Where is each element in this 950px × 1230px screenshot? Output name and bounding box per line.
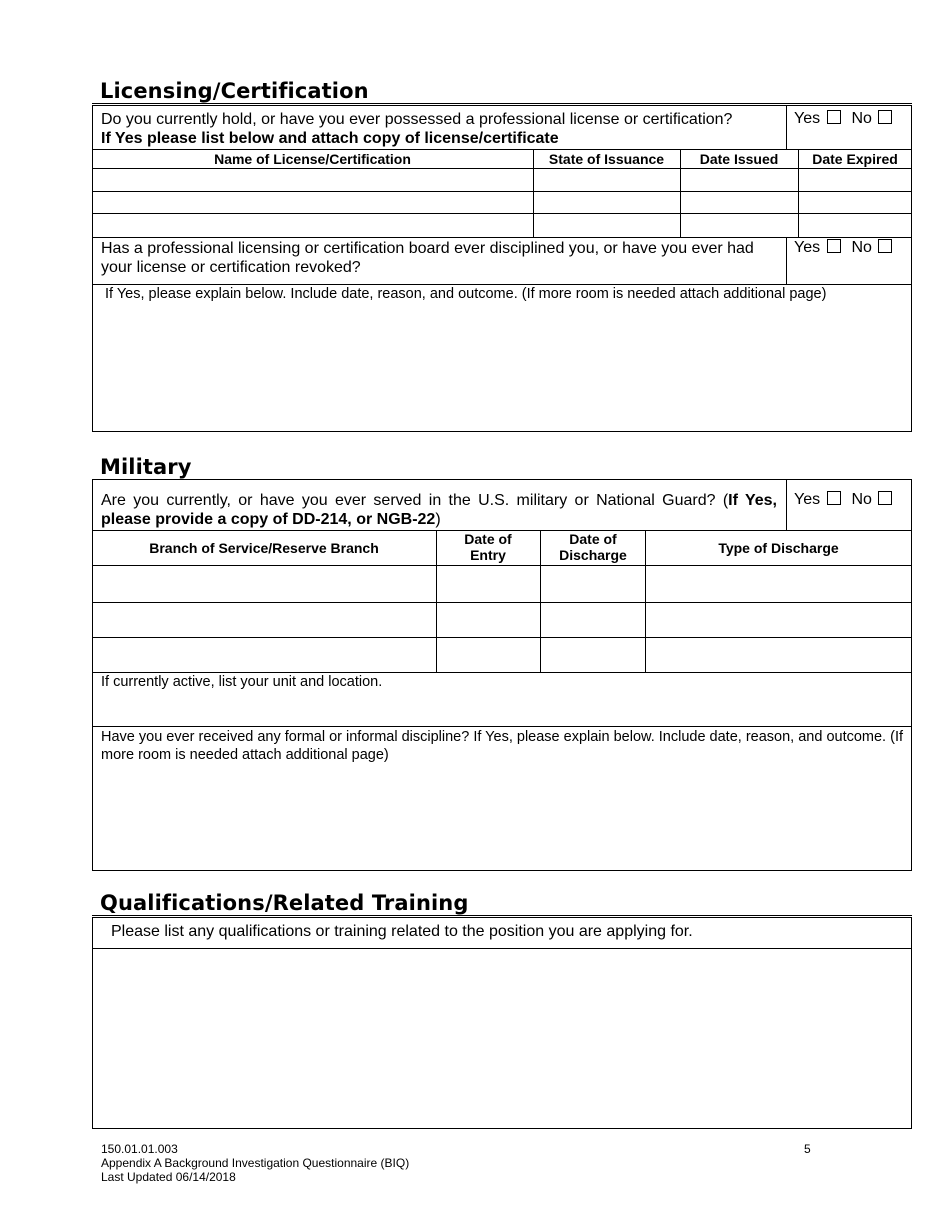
branch-field[interactable] [93,638,436,672]
license-name-field[interactable] [93,192,533,213]
licensing-discipline-question: Has a professional licensing or certification board ever disciplined you, or have you ever had your license or certification revoked? [101,240,754,276]
no-label: No [851,491,872,508]
licensing-question-note: If Yes please list below and attach copy of license/certificate [101,130,559,147]
footer-doc-number: 150.01.01.003 [101,1142,178,1156]
col-state-issuance: State of Issuance [548,151,665,167]
military-yes-no [794,491,894,509]
qualifications-prompt: Please list any qualifications or training related to the position you are applying for. [111,923,693,940]
licensing-yes-no [794,110,894,128]
yes-checkbox[interactable] [827,491,841,505]
branch-field[interactable] [93,603,436,637]
footer-doc-title: Appendix A Background Investigation Questionnaire (BIQ) [101,1156,410,1170]
military-question-end: ) [435,511,441,528]
page-number: 5 [804,1142,811,1156]
military-heading: Military [100,455,192,479]
footer-updated: Last Updated 06/14/2018 [101,1170,236,1184]
license-name-field[interactable] [93,214,533,237]
discipline-yes-no [794,239,894,257]
yes-checkbox[interactable] [827,239,841,253]
no-checkbox[interactable] [878,110,892,124]
col-date-expired: Date Expired [812,151,898,167]
qualifications-heading: Qualifications/Related Training [100,891,469,915]
no-label: No [851,239,872,256]
col-branch: Branch of Service/Reserve Branch [149,540,379,556]
yes-label: Yes [794,239,821,256]
no-checkbox[interactable] [878,491,892,505]
military-discipline-prompt: Have you ever received any formal or informal discipline? If Yes, please explain below. Include date, reason, and outcome. (If more room is needed attach additional page) [101,729,903,763]
licensing-explanation-box[interactable] [92,284,912,432]
no-checkbox[interactable] [878,239,892,253]
yes-label: Yes [794,491,821,508]
no-label: No [851,110,872,127]
license-name-field[interactable] [93,169,533,191]
col-date-entry: Date of Entry [464,531,512,563]
military-question-bold: If Yes, please provide a copy of DD-214, or NGB-22 [101,492,777,528]
military-question [101,491,777,529]
col-type-discharge: Type of Discharge [718,540,839,556]
branch-field[interactable] [93,566,436,602]
military-question-text: Are you currently, or have you ever served in the U.S. military or National Guard? ( [101,492,729,509]
yes-checkbox[interactable] [827,110,841,124]
licensing-explain-prompt: If Yes, please explain below. Include date, reason, and outcome. (If more room is needed attach additional page) [105,286,827,302]
col-license-name: Name of License/Certification [214,151,411,167]
licensing-question: Do you currently hold, or have you ever possessed a professional license or certification? [101,111,733,128]
col-date-discharge: Date of Discharge [559,531,627,563]
licensing-heading: Licensing/Certification [100,79,369,103]
qualifications-answer-box[interactable] [92,948,912,1129]
active-unit-prompt: If currently active, list your unit and location. [101,674,383,690]
yes-label: Yes [794,110,821,127]
col-date-issued: Date Issued [699,151,779,167]
